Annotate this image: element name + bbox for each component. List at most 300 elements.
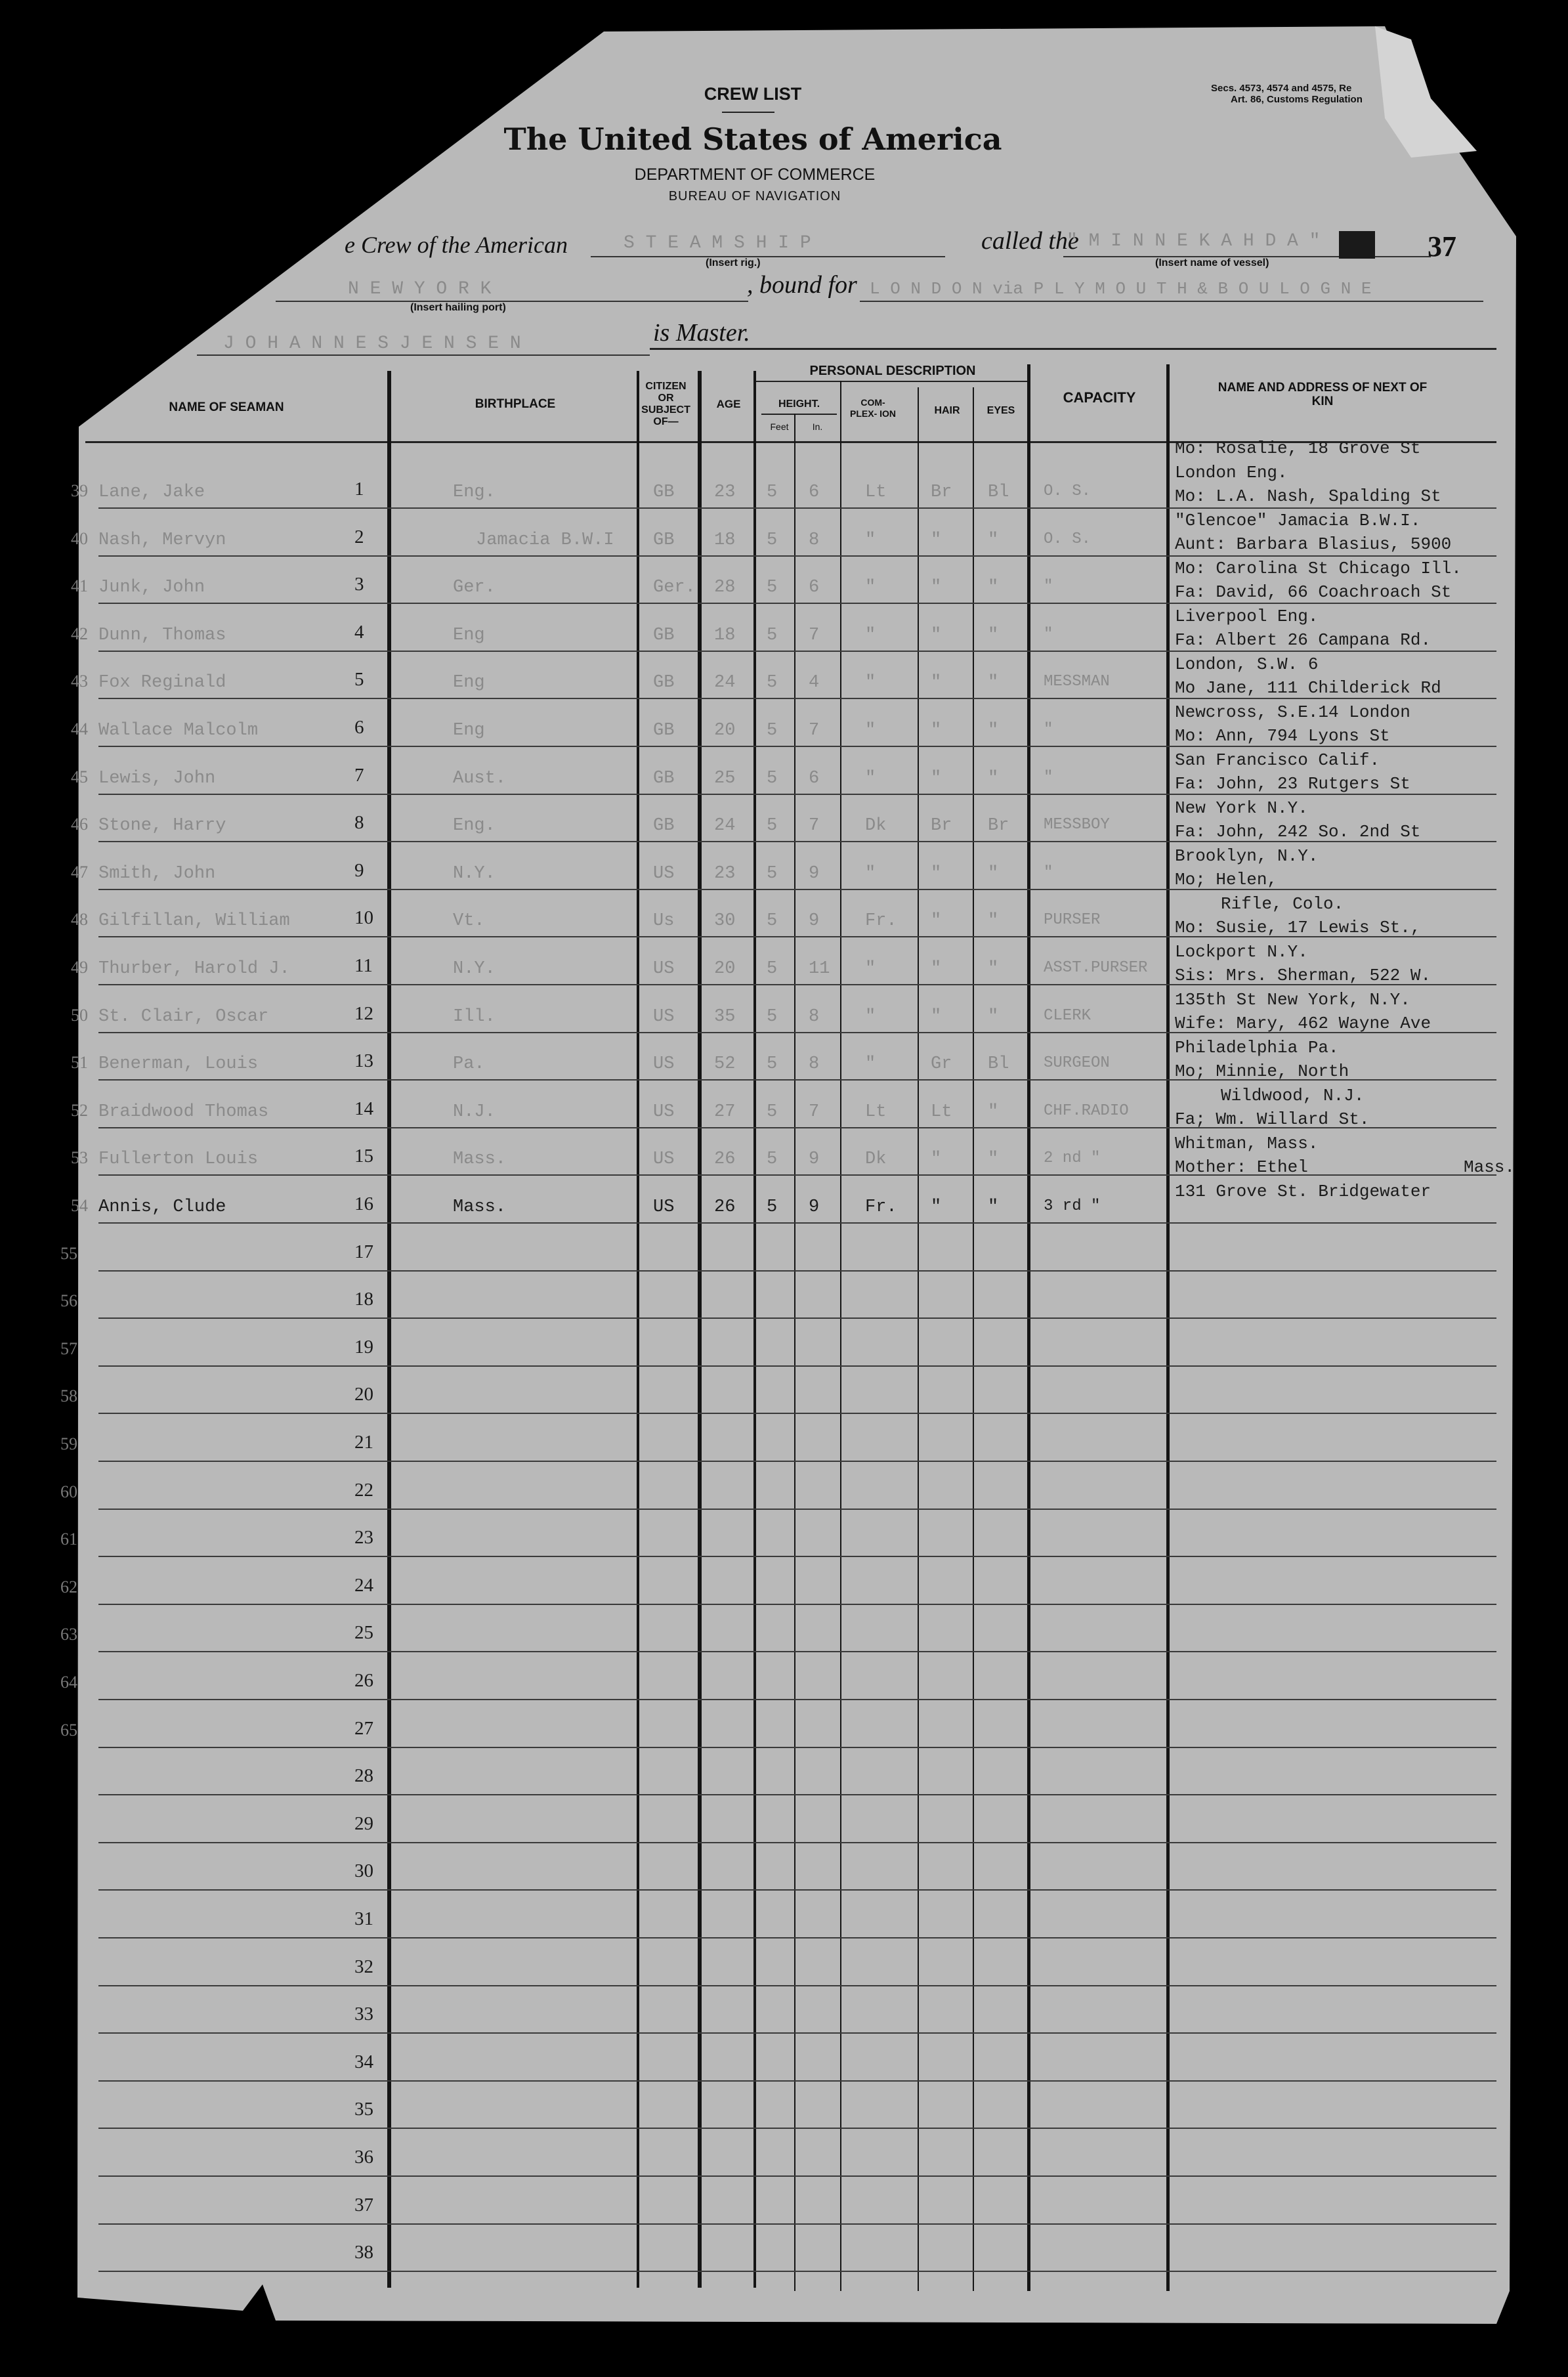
cell-height-inches: 9: [809, 1149, 820, 1170]
cell-seaman-name: Benerman, Louis: [98, 1054, 259, 1075]
row-sequence-number: 29: [354, 1812, 373, 1834]
row-sequence-number: 1: [354, 479, 364, 500]
cell-seaman-name: Fox Reginald: [98, 673, 226, 693]
cell-eyes: Br: [988, 816, 1009, 836]
cell-age: 25: [714, 768, 736, 788]
cell-next-of-kin: Rifle, Colo.: [1221, 893, 1344, 914]
cell-citizen-of: US: [653, 863, 675, 884]
cell-next-of-kin: Whitman, Mass.: [1175, 1133, 1319, 1153]
rig-value: S T E A M S H I P: [624, 233, 811, 253]
table-row-rule: [98, 1413, 1496, 1414]
row-sequence-number: 33: [354, 2003, 373, 2025]
cell-hair: ": [931, 768, 942, 788]
row-sequence-number: 23: [354, 1527, 373, 1549]
cell-complexion: Fr.: [865, 1197, 897, 1217]
cell-citizen-of: GB: [653, 673, 675, 693]
cell-hair: ": [931, 673, 942, 693]
rule-hair-eyes: [973, 387, 974, 2291]
cell-age: 24: [714, 673, 736, 693]
bound-for-label: , bound for: [747, 271, 857, 299]
cell-next-of-kin: Wife: Mary, 462 Wayne Ave: [1175, 1014, 1431, 1033]
row-margin-number: 41: [71, 576, 88, 596]
row-sequence-number: 9: [354, 859, 364, 881]
cell-seaman-name: Lewis, John: [98, 768, 216, 788]
row-sequence-number: 12: [354, 1002, 373, 1024]
rule-name-birthplace: [387, 371, 391, 2288]
cell-hair: ": [931, 959, 942, 979]
table-row-rule: [98, 1365, 1496, 1367]
cell-next-of-kin: Mo: Susie, 17 Lewis St.,: [1175, 918, 1421, 937]
cell-height-feet: 5: [767, 530, 778, 550]
cell-height-feet: 5: [767, 625, 778, 645]
cell-next-of-kin: Mo: Ann, 794 Lyons St: [1175, 726, 1390, 746]
cell-eyes: ": [988, 1006, 999, 1027]
cell-capacity: ASST.PURSER: [1044, 959, 1148, 977]
cell-seaman-name: Fullerton Louis: [98, 1149, 259, 1170]
cell-eyes: Bl: [988, 1054, 1009, 1075]
cell-next-of-kin: Mo: Rosalie, 18 Grove St: [1175, 439, 1421, 458]
cell-height-inches: 9: [809, 911, 820, 932]
cell-next-of-kin: London Eng.: [1175, 462, 1288, 482]
page-number: 37: [1428, 230, 1456, 263]
row-sequence-number: 8: [354, 812, 364, 834]
regulation-reference: Secs. 4573, 4574 and 4575, Re Art. 86, Customs Regulation: [1211, 83, 1363, 105]
cell-height-inches: 7: [809, 721, 820, 740]
row-sequence-number: 13: [354, 1050, 373, 1072]
cell-birthplace: Eng: [453, 625, 485, 645]
cell-next-of-kin: Brooklyn, N.Y.: [1175, 846, 1319, 866]
row-margin-number: 43: [71, 672, 88, 691]
cell-complexion: Fr.: [865, 911, 897, 932]
cell-seaman-name: Dunn, Thomas: [98, 625, 226, 645]
form-title: CREW LIST: [704, 84, 802, 104]
cell-height-feet: 5: [767, 1102, 778, 1122]
cell-height-feet: 5: [767, 482, 778, 502]
cell-next-of-kin: Mo Jane, 111 Childerick Rd: [1175, 678, 1441, 698]
cell-complexion: ": [865, 1006, 876, 1027]
row-margin-number: 45: [71, 767, 88, 786]
table-row-rule: [98, 698, 1496, 699]
row-margin-number: 54: [71, 1196, 88, 1215]
insert-rig-note: (Insert rig.): [706, 257, 761, 268]
table-row-rule: [98, 1461, 1496, 1462]
cell-hair: Br: [931, 482, 952, 502]
cell-age: 23: [714, 863, 736, 884]
cell-height-inches: 7: [809, 625, 820, 645]
table-row-rule: [98, 1556, 1496, 1557]
cell-birthplace: Pa.: [453, 1054, 485, 1075]
cell-complexion: Lt: [865, 482, 887, 502]
cell-eyes: ": [988, 1102, 999, 1122]
row-sequence-number: 16: [354, 1193, 373, 1214]
master-line: [197, 354, 650, 356]
row-margin-number: 60: [60, 1482, 77, 1501]
row-sequence-number: 20: [354, 1384, 373, 1405]
table-row-rule: [98, 1794, 1496, 1795]
cell-eyes: ": [988, 1149, 999, 1170]
cell-hair: ": [931, 721, 942, 740]
row-sequence-number: 36: [354, 2147, 373, 2168]
cell-height-inches: 9: [809, 863, 820, 884]
table-row-rule: [98, 1747, 1496, 1748]
cell-citizen-of: GB: [653, 625, 675, 645]
col-name-header: NAME OF SEAMAN: [169, 400, 284, 414]
cell-seaman-name: Annis, Clude: [98, 1197, 226, 1217]
rule-feet-inches: [794, 414, 795, 2291]
row-sequence-number: 7: [354, 764, 364, 786]
cell-hair: Br: [931, 816, 952, 836]
table-row-rule: [98, 889, 1496, 890]
cell-height-inches: 6: [809, 768, 820, 788]
cell-next-of-kin: Aunt: Barbara Blasius, 5900: [1175, 534, 1452, 554]
cell-capacity: MESSBOY: [1044, 816, 1110, 834]
cell-next-of-kin: 131 Grove St. Bridgewater: [1175, 1181, 1431, 1201]
cell-birthplace: Vt.: [453, 911, 485, 932]
table-row-rule: [98, 1937, 1496, 1938]
cell-citizen-of: Ger.: [653, 578, 696, 598]
cell-height-feet: 5: [767, 863, 778, 884]
cell-complexion: ": [865, 863, 876, 884]
cell-citizen-of: GB: [653, 482, 675, 502]
cell-birthplace: N.Y.: [453, 863, 496, 884]
table-row-rule: [98, 651, 1496, 652]
table-row-rule: [98, 603, 1496, 604]
cell-age: 23: [714, 482, 736, 502]
cell-next-of-kin: Fa: David, 66 Coachroach St: [1175, 582, 1452, 602]
cell-seaman-name: Stone, Harry: [98, 816, 226, 836]
cell-capacity: O. S.: [1044, 482, 1091, 500]
cell-citizen-of: GB: [653, 768, 675, 788]
cell-height-feet: 5: [767, 768, 778, 788]
cell-age: 52: [714, 1054, 736, 1075]
cell-next-of-kin: Newcross, S.E.14 London: [1175, 702, 1410, 722]
cell-eyes: ": [988, 768, 999, 788]
cell-height-inches: 11: [809, 959, 830, 979]
cell-age: 24: [714, 816, 736, 836]
cell-capacity: O. S.: [1044, 530, 1091, 548]
table-row-rule: [98, 1699, 1496, 1700]
row-sequence-number: 34: [354, 2051, 373, 2072]
cell-next-of-kin: Mo; Minnie, North: [1175, 1061, 1349, 1081]
row-sequence-number: 37: [354, 2194, 373, 2216]
header-rule: [650, 348, 1496, 350]
cell-eyes: ": [988, 1197, 999, 1217]
cell-next-of-kin: Fa: John, 23 Rutgers St: [1175, 774, 1410, 794]
col-eyes-header: EYES: [986, 405, 1015, 416]
cell-height-feet: 5: [767, 1149, 778, 1170]
cell-birthplace: Ill.: [453, 1006, 496, 1027]
row-margin-number: 56: [60, 1291, 77, 1311]
table-row-rule: [98, 1889, 1496, 1891]
destination-line: [860, 301, 1483, 302]
cell-next-of-kin: Lockport N.Y.: [1175, 941, 1308, 962]
col-personal-header: PERSONAL DESCRIPTION: [809, 364, 976, 378]
cell-next-of-kin: Mo: Carolina St Chicago Ill.: [1175, 558, 1462, 578]
cell-height-inches: 8: [809, 1054, 820, 1075]
cell-height-feet: 5: [767, 911, 778, 932]
cell-birthplace: Eng: [453, 721, 485, 740]
cell-height-inches: 8: [809, 1006, 820, 1027]
cell-height-feet: 5: [767, 1006, 778, 1027]
row-sequence-number: 21: [354, 1432, 373, 1453]
cell-eyes: ": [988, 911, 999, 932]
row-sequence-number: 10: [354, 907, 373, 929]
hailing-port-value: N E W Y O R K: [348, 279, 492, 299]
cell-height-inches: 6: [809, 578, 820, 598]
cell-capacity: ": [1044, 625, 1053, 643]
table-row-rule: [98, 1604, 1496, 1605]
cell-seaman-name: Smith, John: [98, 863, 216, 884]
cell-hair: Gr: [931, 1054, 952, 1075]
row-margin-number: 53: [71, 1148, 88, 1168]
row-sequence-number: 17: [354, 1241, 373, 1262]
insert-hailing-note: (Insert hailing port): [410, 302, 506, 313]
cell-hair: ": [931, 1197, 942, 1217]
row-margin-number: 44: [71, 719, 88, 739]
cell-citizen-of: GB: [653, 816, 675, 836]
row-margin-number: 61: [60, 1530, 77, 1549]
rule-capacity-kin: [1166, 364, 1170, 2291]
row-sequence-number: 30: [354, 1860, 373, 1882]
rule-citizen-age: [698, 371, 702, 2288]
table-row-rule: [98, 2032, 1496, 2034]
cell-next-of-kin: Sis: Mrs. Sherman, 522 W.: [1175, 966, 1431, 985]
row-sequence-number: 19: [354, 1336, 373, 1358]
row-margin-number: 39: [71, 481, 88, 500]
cell-next-of-kin: Mo; Helen,: [1175, 870, 1278, 889]
cell-birthplace: Eng.: [453, 482, 496, 502]
cell-height-feet: 5: [767, 816, 778, 836]
row-sequence-number: 38: [354, 2242, 373, 2263]
vessel-name-value: " M I N N E K A H D A ": [1067, 231, 1321, 251]
cell-eyes: ": [988, 959, 999, 979]
cell-eyes: ": [988, 863, 999, 884]
col-kin-header: NAME AND ADDRESS OF NEXT OF KIN: [1218, 381, 1428, 408]
cell-height-inches: 4: [809, 673, 820, 693]
row-sequence-number: 11: [354, 955, 373, 976]
col-birthplace-header: BIRTHPLACE: [475, 397, 556, 411]
cell-next-of-kin: Mother: Ethel: [1175, 1157, 1308, 1177]
row-sequence-number: 3: [354, 574, 364, 595]
cell-citizen-of: Us: [653, 911, 675, 932]
table-row-rule: [98, 2223, 1496, 2225]
rule-birthplace-citizen: [637, 371, 639, 2288]
cell-hair: ": [931, 1149, 942, 1170]
row-margin-number: 57: [60, 1338, 77, 1358]
cell-citizen-of: GB: [653, 530, 675, 550]
crew-of-label: e Crew of the American: [345, 232, 568, 258]
cell-birthplace: Aust.: [453, 768, 507, 788]
table-row-rule: [98, 2175, 1496, 2177]
cell-age: 20: [714, 721, 736, 740]
cell-seaman-name: Gilfillan, William: [98, 911, 290, 932]
cell-citizen-of: US: [653, 1102, 675, 1122]
row-margin-number: 42: [71, 624, 88, 643]
cell-hair: ": [931, 911, 942, 932]
row-margin-number: 47: [71, 862, 88, 882]
cell-hair: Lt: [931, 1102, 952, 1122]
cell-complexion: Lt: [865, 1102, 887, 1122]
cell-complexion: ": [865, 625, 876, 645]
cell-capacity: 3 rd ": [1044, 1197, 1101, 1215]
col-age-header: AGE: [716, 398, 741, 410]
table-row-rule: [98, 1222, 1496, 1224]
cell-hair: ": [931, 1006, 942, 1027]
cell-seaman-name: St. Clair, Oscar: [98, 1006, 269, 1027]
col-height-header: HEIGHT.: [778, 398, 820, 410]
col-capacity-header: CAPACITY: [1063, 389, 1136, 406]
cell-birthplace: Jamacia B.W.I: [476, 530, 614, 550]
personal-rule: [755, 381, 1030, 382]
cell-age: 35: [714, 1006, 736, 1027]
row-margin-number: 59: [60, 1434, 77, 1453]
row-sequence-number: 28: [354, 1765, 373, 1787]
cell-capacity: PURSER: [1044, 911, 1101, 930]
row-sequence-number: 18: [354, 1289, 373, 1310]
cell-capacity: 2 nd ": [1044, 1149, 1101, 1168]
department-label: DEPARTMENT OF COMMERCE: [634, 165, 876, 184]
row-margin-number: 65: [60, 1720, 77, 1740]
cell-next-of-kin: Liverpool Eng.: [1175, 606, 1319, 626]
cell-height-inches: 9: [809, 1197, 820, 1217]
cell-hair: ": [931, 625, 942, 645]
cell-birthplace: N.J.: [453, 1102, 496, 1122]
table-row-rule: [98, 1509, 1496, 1510]
row-sequence-number: 27: [354, 1717, 373, 1739]
cell-complexion: ": [865, 530, 876, 550]
cell-height-feet: 5: [767, 959, 778, 979]
cell-seaman-name: Thurber, Harold J.: [98, 959, 290, 979]
cell-age: 28: [714, 578, 736, 598]
cell-eyes: ": [988, 721, 999, 740]
cell-age: 18: [714, 530, 736, 550]
cell-complexion: ": [865, 768, 876, 788]
cell-eyes: ": [988, 530, 999, 550]
row-sequence-number: 32: [354, 1956, 373, 1977]
rule-inches-complexion: [840, 381, 841, 2291]
cell-height-inches: 7: [809, 816, 820, 836]
row-margin-number: 58: [60, 1386, 77, 1406]
table-row-rule: [98, 1985, 1496, 1986]
cell-complexion: ": [865, 959, 876, 979]
redaction-stamp: [1339, 231, 1375, 259]
col-inches-header: In.: [812, 421, 823, 432]
table-row-rule: [98, 1317, 1496, 1319]
row-sequence-number: 35: [354, 2099, 373, 2120]
row-margin-number: 49: [71, 958, 88, 977]
cell-citizen-of: US: [653, 959, 675, 979]
cell-next-of-kin: "Glencoe" Jamacia B.W.I.: [1175, 510, 1421, 530]
cell-birthplace: Ger.: [453, 578, 496, 598]
cell-next-of-kin: Mass.: [1464, 1157, 1515, 1177]
called-the-label: called the: [981, 227, 1079, 255]
row-margin-number: 40: [71, 528, 88, 548]
cell-capacity: CHF.RADIO: [1044, 1102, 1129, 1120]
cell-next-of-kin: Fa: Albert 26 Campana Rd.: [1175, 630, 1431, 650]
cell-next-of-kin: Mo: L.A. Nash, Spalding St: [1175, 486, 1441, 506]
cell-capacity: ": [1044, 863, 1053, 882]
cell-height-feet: 5: [767, 578, 778, 598]
cell-citizen-of: GB: [653, 721, 675, 740]
cell-next-of-kin: Wildwood, N.J.: [1221, 1085, 1365, 1105]
is-master-label: is Master.: [653, 319, 750, 347]
cell-birthplace: Mass.: [453, 1197, 507, 1217]
cell-age: 20: [714, 959, 736, 979]
cell-eyes: ": [988, 625, 999, 645]
cell-capacity: MESSMAN: [1044, 673, 1110, 691]
cell-height-inches: 6: [809, 482, 820, 502]
row-sequence-number: 22: [354, 1479, 373, 1501]
row-sequence-number: 15: [354, 1146, 373, 1167]
col-feet-header: Feet: [770, 421, 789, 432]
rule-eyes-capacity: [1027, 364, 1030, 2291]
height-rule: [761, 414, 837, 415]
cell-next-of-kin: San Francisco Calif.: [1175, 750, 1380, 770]
cell-next-of-kin: London, S.W. 6: [1175, 654, 1319, 674]
cell-birthplace: N.Y.: [453, 959, 496, 979]
cell-height-feet: 5: [767, 673, 778, 693]
row-sequence-number: 14: [354, 1098, 373, 1119]
table-row-rule: [98, 2080, 1496, 2082]
cell-citizen-of: US: [653, 1054, 675, 1075]
cell-seaman-name: Braidwood Thomas: [98, 1102, 269, 1122]
col-complexion-header: COM- PLEX- ION: [850, 397, 897, 419]
row-margin-number: 48: [71, 910, 88, 930]
cell-height-inches: 8: [809, 530, 820, 550]
row-margin-number: 62: [60, 1577, 77, 1596]
row-margin-number: 50: [71, 1005, 88, 1025]
bureau-label: BUREAU OF NAVIGATION: [668, 189, 841, 203]
table-row-rule: [98, 2128, 1496, 2129]
cell-height-feet: 5: [767, 1197, 778, 1217]
cell-next-of-kin: 135th St New York, N.Y.: [1175, 989, 1410, 1010]
cell-complexion: ": [865, 673, 876, 693]
table-row-rule: [98, 1651, 1496, 1652]
row-sequence-number: 4: [354, 621, 364, 643]
row-margin-number: 64: [60, 1673, 77, 1692]
table-row-rule: [98, 507, 1496, 509]
table-row-rule: [98, 746, 1496, 747]
cell-complexion: ": [865, 578, 876, 598]
row-sequence-number: 25: [354, 1622, 373, 1644]
cell-seaman-name: Wallace Malcolm: [98, 721, 259, 740]
cell-hair: ": [931, 863, 942, 884]
cell-capacity: ": [1044, 578, 1053, 596]
destination-value: L O N D O N via P L Y M O U T H & B O U L O G N E: [870, 279, 1372, 299]
cell-eyes: Bl: [988, 482, 1009, 502]
rule-complexion-hair: [918, 387, 919, 2291]
cell-complexion: Dk: [865, 1149, 887, 1170]
cell-age: 30: [714, 911, 736, 932]
cell-next-of-kin: Fa: John, 242 So. 2nd St: [1175, 822, 1421, 842]
row-margin-number: 63: [60, 1625, 77, 1644]
cell-citizen-of: US: [653, 1006, 675, 1027]
table-row-rule: [98, 2271, 1496, 2272]
master-name-value: J O H A N N E S J E N S E N: [223, 333, 521, 354]
row-sequence-number: 5: [354, 669, 364, 691]
cell-seaman-name: Junk, John: [98, 578, 205, 598]
row-margin-number: 52: [71, 1100, 88, 1120]
cell-eyes: ": [988, 578, 999, 598]
cell-seaman-name: Lane, Jake: [98, 482, 205, 502]
cell-next-of-kin: New York N.Y.: [1175, 798, 1308, 818]
insert-vessel-note: (Insert name of vessel): [1155, 257, 1269, 268]
row-sequence-number: 26: [354, 1670, 373, 1691]
col-citizen-header: CITIZEN OR SUBJECT OF—: [641, 381, 690, 427]
rig-line: [591, 256, 945, 257]
table-row-rule: [98, 555, 1496, 557]
cell-height-feet: 5: [767, 721, 778, 740]
